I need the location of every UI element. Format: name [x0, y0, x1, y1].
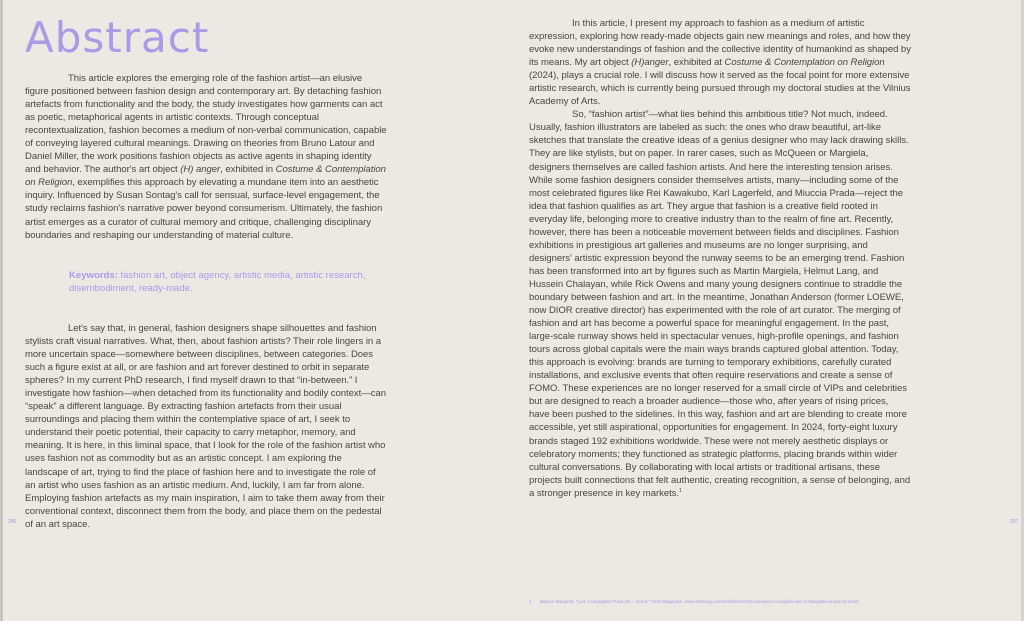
footnote-reference[interactable]: 1	[679, 487, 682, 494]
abstract-heading: Abstract	[25, 13, 210, 62]
exhibition-title: Costume & Contemplation on Religion	[25, 164, 386, 189]
footnote	[529, 599, 969, 604]
footnote-number: 1	[529, 599, 532, 604]
artwork-title: (H)anger	[631, 57, 669, 69]
keywords	[69, 269, 389, 295]
keywords-label: Keywords:	[69, 270, 118, 281]
right-body-text	[529, 17, 911, 500]
page-number-left: 286	[8, 519, 17, 525]
footnote-text: Maison Margiela, “Line 3 Intangible Products – Scent,” NSS Magazine, www.nssmag.com/en/fashion/42114/maison-margiela-line-3-intangible-products-scent.	[539, 599, 860, 604]
body-paragraph: Let's say that, in general, fashion designers shape silhouettes and fashion stylists craft visual narratives. What, then, about fashion artists? Their role lingers in a more uncertain space—somewhere between disciplines, between categories. Does such a figure exist at all, or are fashion and art forever destined to orbit in separate spheres? In my current PhD research, I find myself drawn to that “in-between.” I investigate how fashion—when detached from its functionality and bodily context—can “speak” a different language. By extracting fashion artefacts from their usual surroundings and placing them within the contemplative space of art, I seek to understand their poetic potential, their capacity to carry metaphor, memory, and meaning. It is here, in this liminal space, that I look for the role of the fashion artist who uses fashion not as commodity but as an artistic concept. I am exploring the landscape of art, trying to find the place of fashion here and to investigate the role of an artist who uses fashion as an artistic medium. And, luckily, I am far from alone. Employing fashion artefacts as my main inspiration, I aim to take them away from their conventional context, disconnect them from the body, and place them on the pedestal of an art space.	[25, 323, 386, 530]
body-paragraph: In this article, I present my approach to fashion as a medium of artistic expression, exploring how ready-made objects gain new meanings and roles, and how they evoke new understandings of fashion and the collective identity of humankind as shaped by its means. My art object (H)anger, exhibited at Costume & Contemplation on Religion (2024), plays a crucial role. I will discuss how it served as the focal point for more extensive artistic research, which is currently being pursued through my doctoral studies at the Vilnius Academy of Arts.	[529, 18, 911, 108]
body-paragraph: So, “fashion artist”—what lies behind this ambitious title? Not much, indeed. Usually, fashion illustrators are labeled as such: the ones who draw beautiful, art-like sketches that translate the creative ideas of a genius designer who may lack drawing skills. They are like stylists, but on paper. In rarer cases, such as McQueen or Margiela, designers themselves are called fashion artists. And here the interesting tension arises. While some fashion designers consider themselves artists, many—including some of the most celebrated figures like Rei Kawakubo, Karl Lagerfeld, and Miuccia Prada—reject the idea that fashion qualifies as art. They argue that fashion is a creative field rooted in everyday life, belonging more to creative industry than to the realm of fine art. Recently, however, there has been a noticeable movement between fields and disciplines. Fashion exhibitions in prestigious art galleries and museums are no longer surprising, and designers' artistic expression beyond the runway seems to be an emerging trend. Fashion has been transformed into art by figures such as Martin Margiela, Helmut Lang, and Hussein Chalayan, while Rick Owens and many young designers continue to straddle the boundary between fashion and art. In the meantime, Jonathan Anderson (former LOEWE, now DIOR creative director) has experimented with the role of art curator. The merging of fashion and art has become a powerful space for meaningful engagement. In the past, large-scale runway shows held in spectacular venues, high-profile openings, and fashion tours across global capitals were the main ways brands captured global attention. Today, this approach is evolving: brands are turning to temporary exhibitions, carefully curated installations, and exclusive events that often require reservations and create a sense of FOMO. These experiences are no longer reserved for a small circle of VIPs and celebrities but are designed to reach a broader audience—those who, after years of rising prices, have been pushed to the sidelines. In this way, fashion and art are blending to create more accessible, yet still aspirational, opportunities for engagement. In 2024, forty-eight luxury brands staged 192 exhibitions worldwide. These were not merely aesthetic displays or celebratory moments; they functioned as strategic platforms, placing brands within wider cultural conversations. By collaborating with local artists or traditional artisans, these projects built connections that felt authentic, creating recognition, a sense of belonging, and a stronger presence in key markets.$^1$	[529, 109, 911, 499]
page-number-right: 287	[1010, 519, 1019, 525]
abstract-paragraph: This article explores the emerging role of the fashion artist—an elusive figure positioned between fashion design and contemporary art. By detaching fashion artefacts from functionality and the body, the study investigates how garments can act as poetic, metaphorical agents in artistic contexts. Through conceptual recontextualization, fashion becomes a medium of non-verbal communication, capable of conveying layered cultural meanings. Drawing on theories from Bruno Latour and Daniel Miller, the work positions fashion objects as active agents in shaping identity and behavior. The author's art object (H) anger, exhibited in Costume & Contemplation on Religion, exemplifies this approach by elevating a mundane item into an aesthetic inquiry. Influenced by Susan Sontag's call for sensual, surface-level engagement, the study reclaims fashion's narrative power beyond consumerism. Ultimately, the fashion artist emerges as a curator of cultural memory and critique, challenging disciplinary boundaries and reshaping our understanding of material culture.	[25, 73, 387, 241]
exhibition-title: Costume & Contemplation on Religion	[724, 57, 885, 69]
artwork-title: (H) anger	[180, 164, 221, 176]
left-body-text	[25, 322, 387, 531]
abstract-text	[25, 72, 387, 242]
right-page	[512, 0, 1024, 621]
keywords-list: fashion art, object agency, artistic media, artistic research, disembodiment, ready-made.	[69, 270, 366, 295]
